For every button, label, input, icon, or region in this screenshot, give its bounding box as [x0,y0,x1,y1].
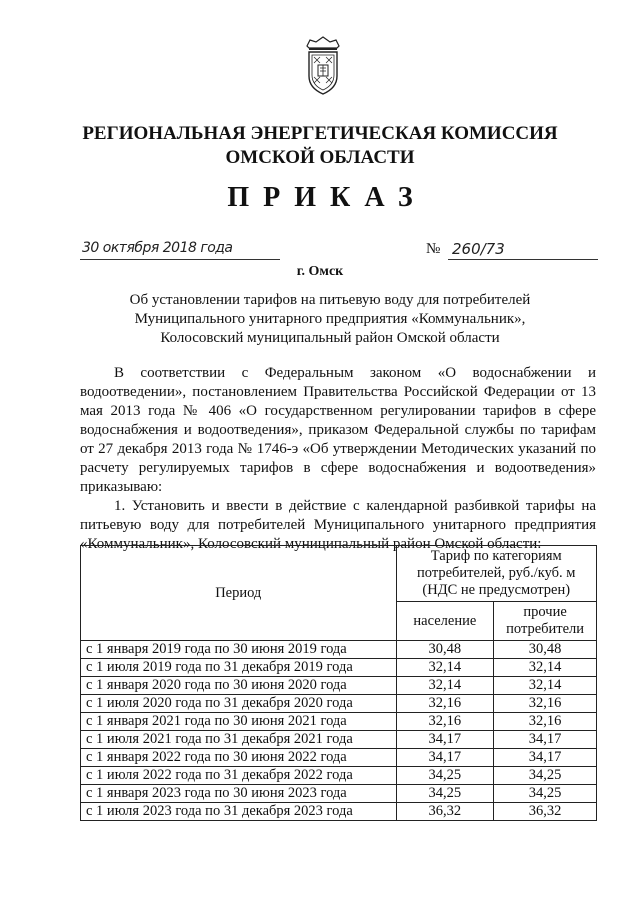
subject-line-2: Муниципального унитарного предприятия «Коммунальник», [134,311,526,327]
population-tariff-cell: 32,14 [396,677,494,695]
document-type-title: ПРИКАЗ [227,182,427,213]
organization-name [0,122,640,170]
period-cell: с 1 июля 2019 года по 31 декабря 2019 года [81,659,397,677]
table-row [81,785,597,803]
other-tariff-cell: 34,25 [494,767,597,785]
subject-line-3: Колосовский муниципальный район Омской области [160,330,500,346]
period-header: Период [81,546,397,641]
table-row [81,731,597,749]
number-underline [448,259,598,260]
population-column-header: население [396,602,494,641]
table-row [81,767,597,785]
tariff-header-line-3: (НДС не предусмотрен) [422,582,571,598]
coat-of-arms-icon [304,36,342,96]
tariff-header-line-1: Тариф по категориям [430,548,562,564]
period-cell: с 1 января 2019 года по 30 июня 2019 года [81,641,397,659]
other-tariff-cell: 34,25 [494,785,597,803]
population-tariff-cell: 34,25 [396,767,494,785]
tariff-header [396,546,596,602]
table-row [81,677,597,695]
number-label: № [426,241,441,257]
order-subject [60,291,600,348]
preamble-paragraph: В соответствии с Федеральным законом «О водоснабжении и водоотведении», постановлением Правительства Российской Федерации от 13 мая 2013 года № 406 «О государственном регулировании тарифов в сфере водоснабжения и водоотведения», приказом Федеральной службы по тарифам от 27 декабря 2013 года № 1746-э «Об утверждении Методических указаний по расчету регулируемых тарифов в сфере водоснабжения и водоотведения» приказываю: [80,365,596,495]
other-tariff-cell: 30,48 [494,641,597,659]
population-tariff-cell: 34,17 [396,749,494,767]
other-tariff-cell: 34,17 [494,731,597,749]
population-tariff-cell: 32,16 [396,695,494,713]
other-tariff-cell: 32,14 [494,659,597,677]
tariff-table [80,545,597,821]
other-tariff-cell: 34,17 [494,749,597,767]
other-tariff-cell: 32,16 [494,713,597,731]
table-row [81,641,597,659]
population-tariff-cell: 34,17 [396,731,494,749]
order-body [80,364,596,554]
other-consumers-column-header [494,602,597,641]
period-cell: с 1 января 2022 года по 30 июня 2022 года [81,749,397,767]
period-cell: с 1 июля 2022 года по 31 декабря 2022 года [81,767,397,785]
date-underline [80,259,280,260]
number-handwritten: 260/73 [452,240,505,258]
table-row [81,713,597,731]
period-cell: с 1 января 2021 года по 30 июня 2021 года [81,713,397,731]
other-tariff-cell: 32,16 [494,695,597,713]
population-tariff-cell: 32,16 [396,713,494,731]
other-tariff-cell: 36,32 [494,803,597,821]
other-header-line-1: прочие [523,604,567,620]
period-cell: с 1 июля 2020 года по 31 декабря 2020 года [81,695,397,713]
organization-line-1: РЕГИОНАЛЬНАЯ ЭНЕРГЕТИЧЕСКАЯ КОМИССИЯ [82,123,558,144]
other-tariff-cell: 32,14 [494,677,597,695]
period-cell: с 1 июля 2021 года по 31 декабря 2021 года [81,731,397,749]
date-handwritten: 30 октября 2018 года [82,240,233,256]
period-cell: с 1 января 2020 года по 30 июня 2020 года [81,677,397,695]
population-tariff-cell: 36,32 [396,803,494,821]
organization-line-2: ОМСКОЙ ОБЛАСТИ [225,147,415,168]
population-tariff-cell: 34,25 [396,785,494,803]
city-label: г. Омск [296,264,344,279]
period-cell: с 1 июля 2023 года по 31 декабря 2023 года [81,803,397,821]
table-row [81,749,597,767]
population-tariff-cell: 30,48 [396,641,494,659]
other-header-line-2: потребители [506,621,585,637]
period-cell: с 1 января 2023 года по 30 июня 2023 года [81,785,397,803]
table-row [81,695,597,713]
population-tariff-cell: 32,14 [396,659,494,677]
subject-line-1: Об установлении тарифов на питьевую воду для потребителей [129,292,531,308]
item-1-paragraph: 1. Установить и ввести в действие с календарной разбивкой тарифы на питьевую воду для потребителей Муниципального унитарного предприятия «Коммунальник», Колосовский муниципальный район Омской области: [80,498,596,552]
table-row [81,803,597,821]
table-row [81,659,597,677]
tariff-header-line-2: потребителей, руб./куб. м [417,565,576,581]
